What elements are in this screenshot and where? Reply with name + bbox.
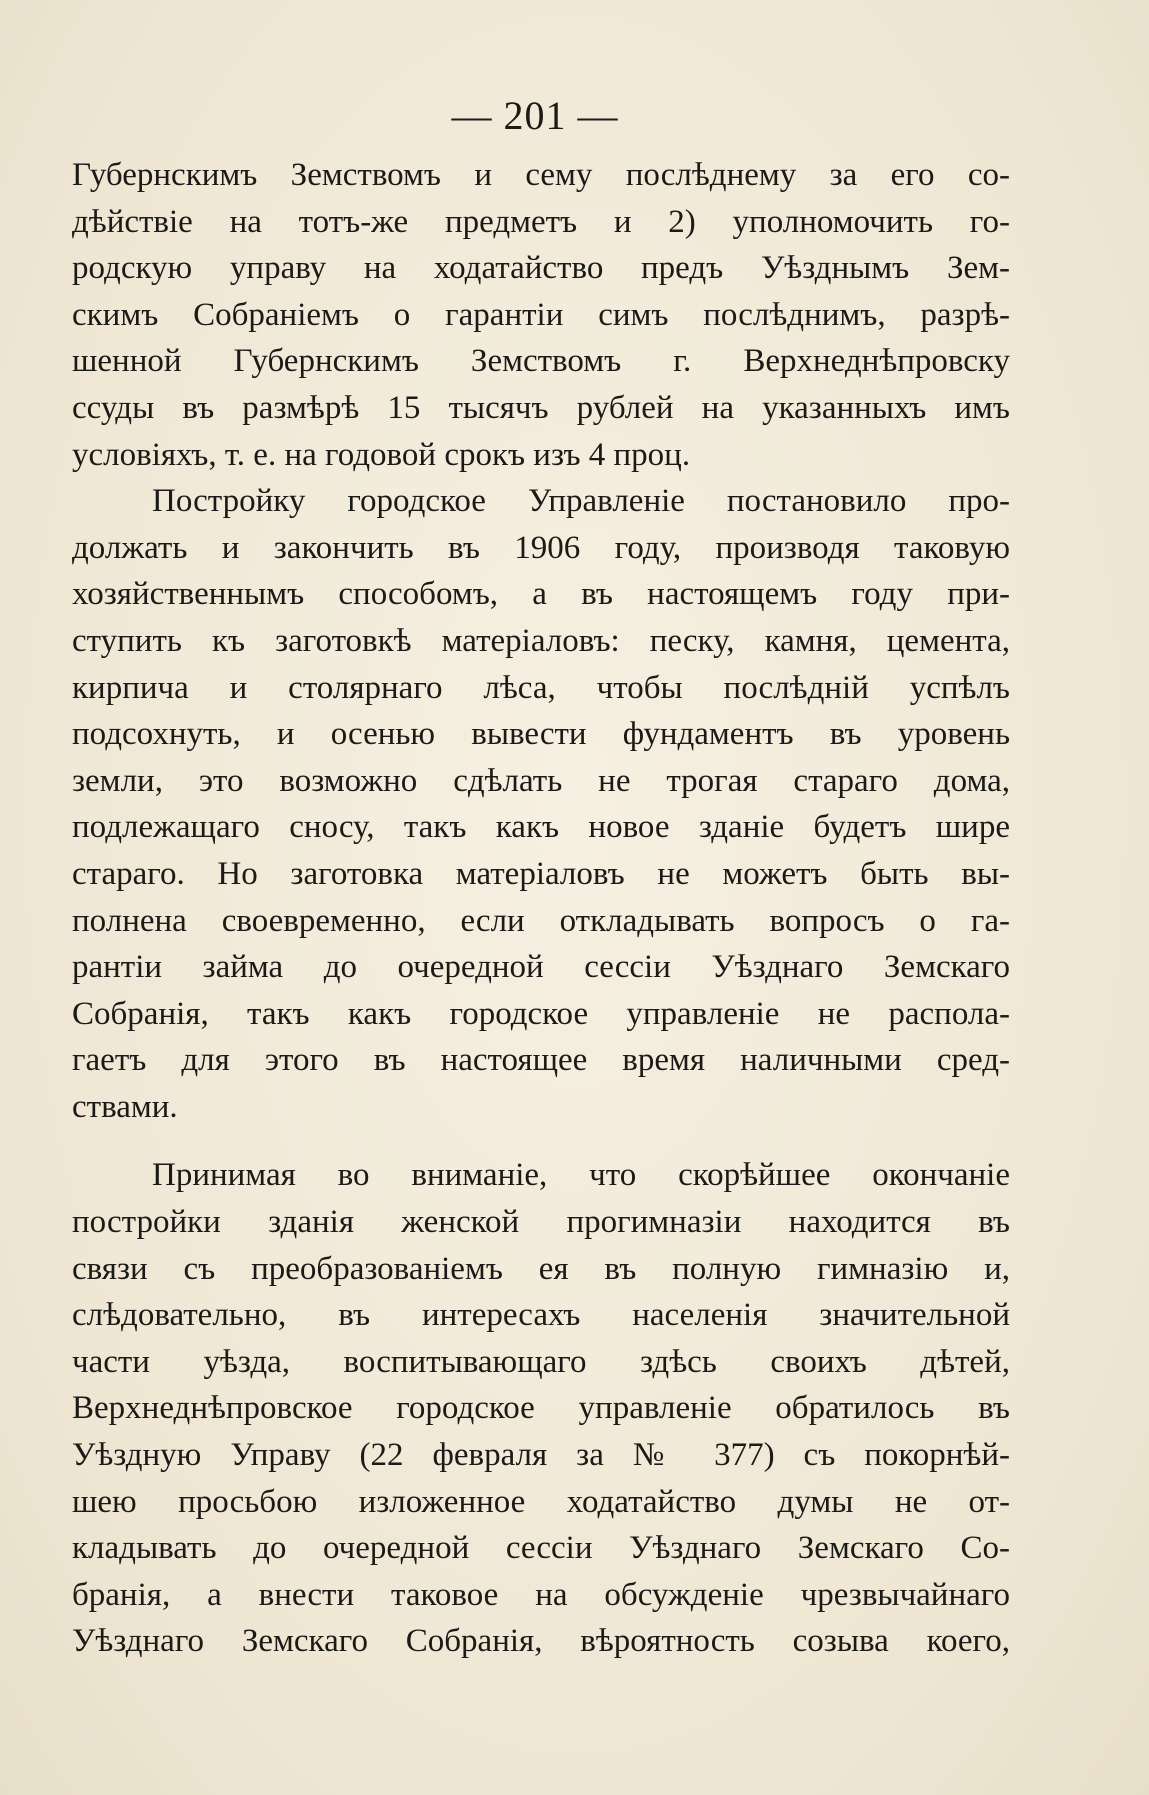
text-line: шею просьбою изложенное ходатайство думы не от- bbox=[72, 1483, 1010, 1520]
text-line: постройки зданія женской прогимназіи находится въ bbox=[72, 1204, 1010, 1241]
text-line: связи съ преобразованіемъ ея въ полную гимназію и, bbox=[72, 1250, 1010, 1287]
paragraph-spacing bbox=[72, 1130, 1010, 1152]
text-line: шенной Губернскимъ Земствомъ г. Верхнеднѣпровску bbox=[72, 343, 1010, 380]
body-text bbox=[72, 152, 1010, 1665]
text-line: подсохнуть, и осенью вывести фундаментъ въ уровень bbox=[72, 716, 1010, 753]
text-line: слѣдовательно, въ интересахъ населенія значительной bbox=[72, 1297, 1010, 1334]
text-line: должать и закончить въ 1906 году, производя таковую bbox=[72, 529, 1010, 566]
text-line: условіяхъ, т. е. на годовой срокъ изъ 4 проц. bbox=[72, 436, 691, 473]
text-line: дѣйствіе на тотъ-же предметъ и 2) уполномочить го- bbox=[72, 203, 1010, 240]
text-line: кладывать до очередной сессіи Уѣзднаго Земскаго Со- bbox=[72, 1530, 1010, 1567]
page-number: — 201 — bbox=[451, 93, 619, 138]
text-line: Верхнеднѣпровское городское управленіе обратилось въ bbox=[72, 1390, 1010, 1427]
text-line: Собранія, такъ какъ городское управленіе не распола- bbox=[72, 995, 1010, 1032]
text-line: стараго. Но заготовка матеріаловъ не можетъ быть вы- bbox=[72, 855, 1010, 892]
text-line: Постройку городское Управленіе постановило про- bbox=[152, 483, 1010, 520]
paragraph-1 bbox=[72, 152, 1010, 478]
text-line: гаетъ для этого въ настоящее время наличными сред- bbox=[72, 1042, 1010, 1079]
text-line: Губернскимъ Земствомъ и сему послѣднему за его со- bbox=[72, 157, 1010, 193]
text-line: кирпича и столярнаго лѣса, чтобы послѣдній успѣлъ bbox=[72, 669, 1010, 706]
text-line: Уѣзднаго Земскаго Собранія, вѣроятность созыва коего, bbox=[72, 1623, 1010, 1660]
text-line: земли, это возможно сдѣлать не трогая стараго дома, bbox=[72, 762, 1010, 799]
text-line: родскую управу на ходатайство предъ Уѣзднымъ Зем- bbox=[72, 250, 1010, 287]
paragraph-3 bbox=[72, 1152, 1010, 1665]
text-line: бранія, а внести таковое на обсужденіе чрезвычайнаго bbox=[72, 1576, 1010, 1613]
text-line: ступить къ заготовкѣ матеріаловъ: песку, камня, цемента, bbox=[72, 622, 1010, 659]
text-line: Уѣздную Управу (22 февраля за № 377) съ покорнѣй- bbox=[72, 1437, 1010, 1474]
text-line: подлежащаго сносу, такъ какъ новое зданіе будетъ шире bbox=[72, 809, 1010, 846]
text-line: части уѣзда, воспитывающаго здѣсь своихъ дѣтей, bbox=[72, 1343, 1010, 1380]
text-line: полнена своевременно, если откладывать вопросъ о га- bbox=[72, 902, 1010, 939]
paragraph-2 bbox=[72, 478, 1010, 1130]
text-line: хозяйственнымъ способомъ, а въ настоящемъ году при- bbox=[72, 576, 1010, 613]
text-line: Принимая во вниманіе, что скорѣйшее окончаніе bbox=[152, 1157, 1010, 1194]
text-line: ствами. bbox=[72, 1088, 178, 1125]
text-line: рантіи займа до очередной сессіи Уѣзднаго Земскаго bbox=[72, 949, 1010, 986]
text-line: ссуды въ размѣрѣ 15 тысячъ рублей на указанныхъ имъ bbox=[72, 389, 1010, 426]
text-line: скимъ Собраніемъ о гарантіи симъ послѣднимъ, разрѣ- bbox=[72, 296, 1010, 333]
